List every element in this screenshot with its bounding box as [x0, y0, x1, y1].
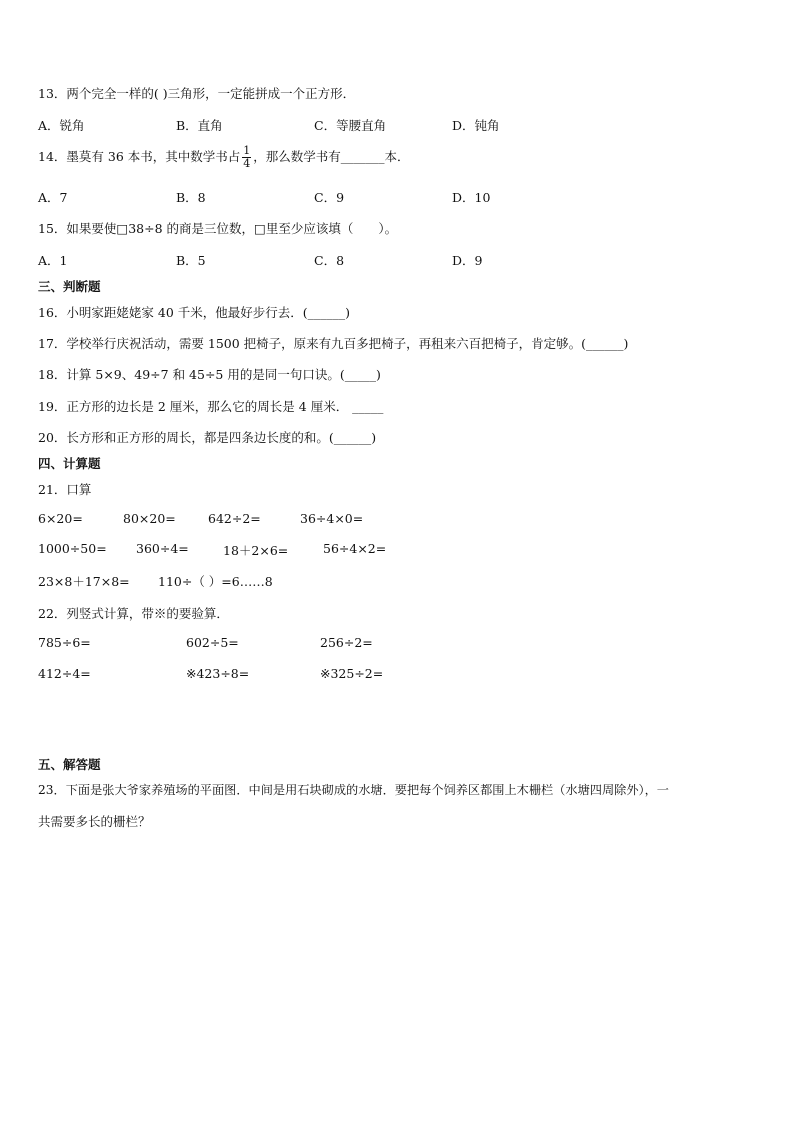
q15-option-c: C．8: [314, 253, 345, 268]
q22-item: 602÷5=: [186, 635, 239, 650]
question-22-title: 22．列竖式计算，带※的要验算．: [38, 606, 229, 621]
q22-item: 785÷6=: [38, 635, 91, 650]
q22-item: 412÷4=: [38, 666, 91, 681]
q21-item: 6×20=: [38, 511, 83, 526]
question-15: 15．如果要使□38÷8 的商是三位数，□里至少应该填（ ）。: [38, 221, 398, 236]
q13-option-c: C．等腰直角: [314, 118, 387, 133]
question-14: [38, 145, 410, 170]
question-18: 18．计算 5×9、49÷7 和 45÷5 用的是同一句口诀。(_____): [38, 367, 381, 382]
q14-prefix: 14．墨莫有 36 本书，其中数学书占: [38, 149, 241, 164]
question-13: 13．两个完全一样的( )三角形，一定能拼成一个正方形．: [38, 86, 356, 101]
q22-item: ※325÷2=: [320, 666, 384, 681]
question-17: 17．学校举行庆祝活动，需要 1500 把椅子，原来有九百多把椅子，再租来六百把椅子，肯定够。(______): [38, 336, 629, 351]
q22-item: 256÷2=: [320, 635, 373, 650]
q14-option-b: B．8: [176, 190, 206, 205]
q15-option-d: D．9: [452, 253, 483, 268]
q21-item: 18＋2×6=: [223, 543, 289, 558]
q14-option-c: C．9: [314, 190, 345, 205]
question-20: 20．长方形和正方形的周长，都是四条边长度的和。(______): [38, 430, 377, 445]
q21-item: 1000÷50=: [38, 541, 107, 556]
section-5-title: 五、解答题: [38, 757, 101, 772]
q21-item: 23×8＋17×8=: [38, 574, 130, 589]
q13-option-b: B．直角: [176, 118, 223, 133]
q14-fraction: [242, 145, 251, 170]
question-23-line-2: 共需要多长的栅栏？: [38, 814, 151, 829]
q21-item: 36÷4×0=: [300, 511, 364, 526]
q21-item: 642÷2=: [208, 511, 261, 526]
question-16: 16．小明家距姥姥家 40 千米，他最好步行去．(______): [38, 305, 351, 320]
q22-item: ※423÷8=: [186, 666, 250, 681]
q13-option-a: A．锐角: [38, 118, 85, 133]
q15-option-a: A．1: [38, 253, 68, 268]
question-21-title: 21．口算: [38, 482, 92, 497]
q13-option-d: D．钝角: [452, 118, 500, 133]
question-19: 19．正方形的边长是 2 厘米，那么它的周长是 4 厘米． _____: [38, 399, 384, 414]
q21-item: 56÷4×2=: [323, 541, 387, 556]
q21-item: 360÷4=: [136, 541, 189, 556]
q14-fraction-denominator: 4: [243, 157, 251, 170]
section-4-title: 四、计算题: [38, 456, 101, 471]
q14-option-a: A．7: [38, 190, 68, 205]
q14-suffix: ，那么数学书有_______本．: [253, 149, 410, 164]
q15-option-b: B．5: [176, 253, 206, 268]
q21-item: 110÷（ ）=6……8: [158, 574, 273, 589]
section-3-title: 三、判断题: [38, 279, 101, 294]
q21-item: 80×20=: [123, 511, 176, 526]
q14-option-d: D．10: [452, 190, 491, 205]
q14-fraction-numerator: 1: [243, 144, 251, 157]
question-23-line-1: 23．下面是张大爷家养殖场的平面图．中间是用石块砌成的水塘．要把每个饲养区都围上木栅栏（水塘四周除外），一: [38, 783, 669, 797]
